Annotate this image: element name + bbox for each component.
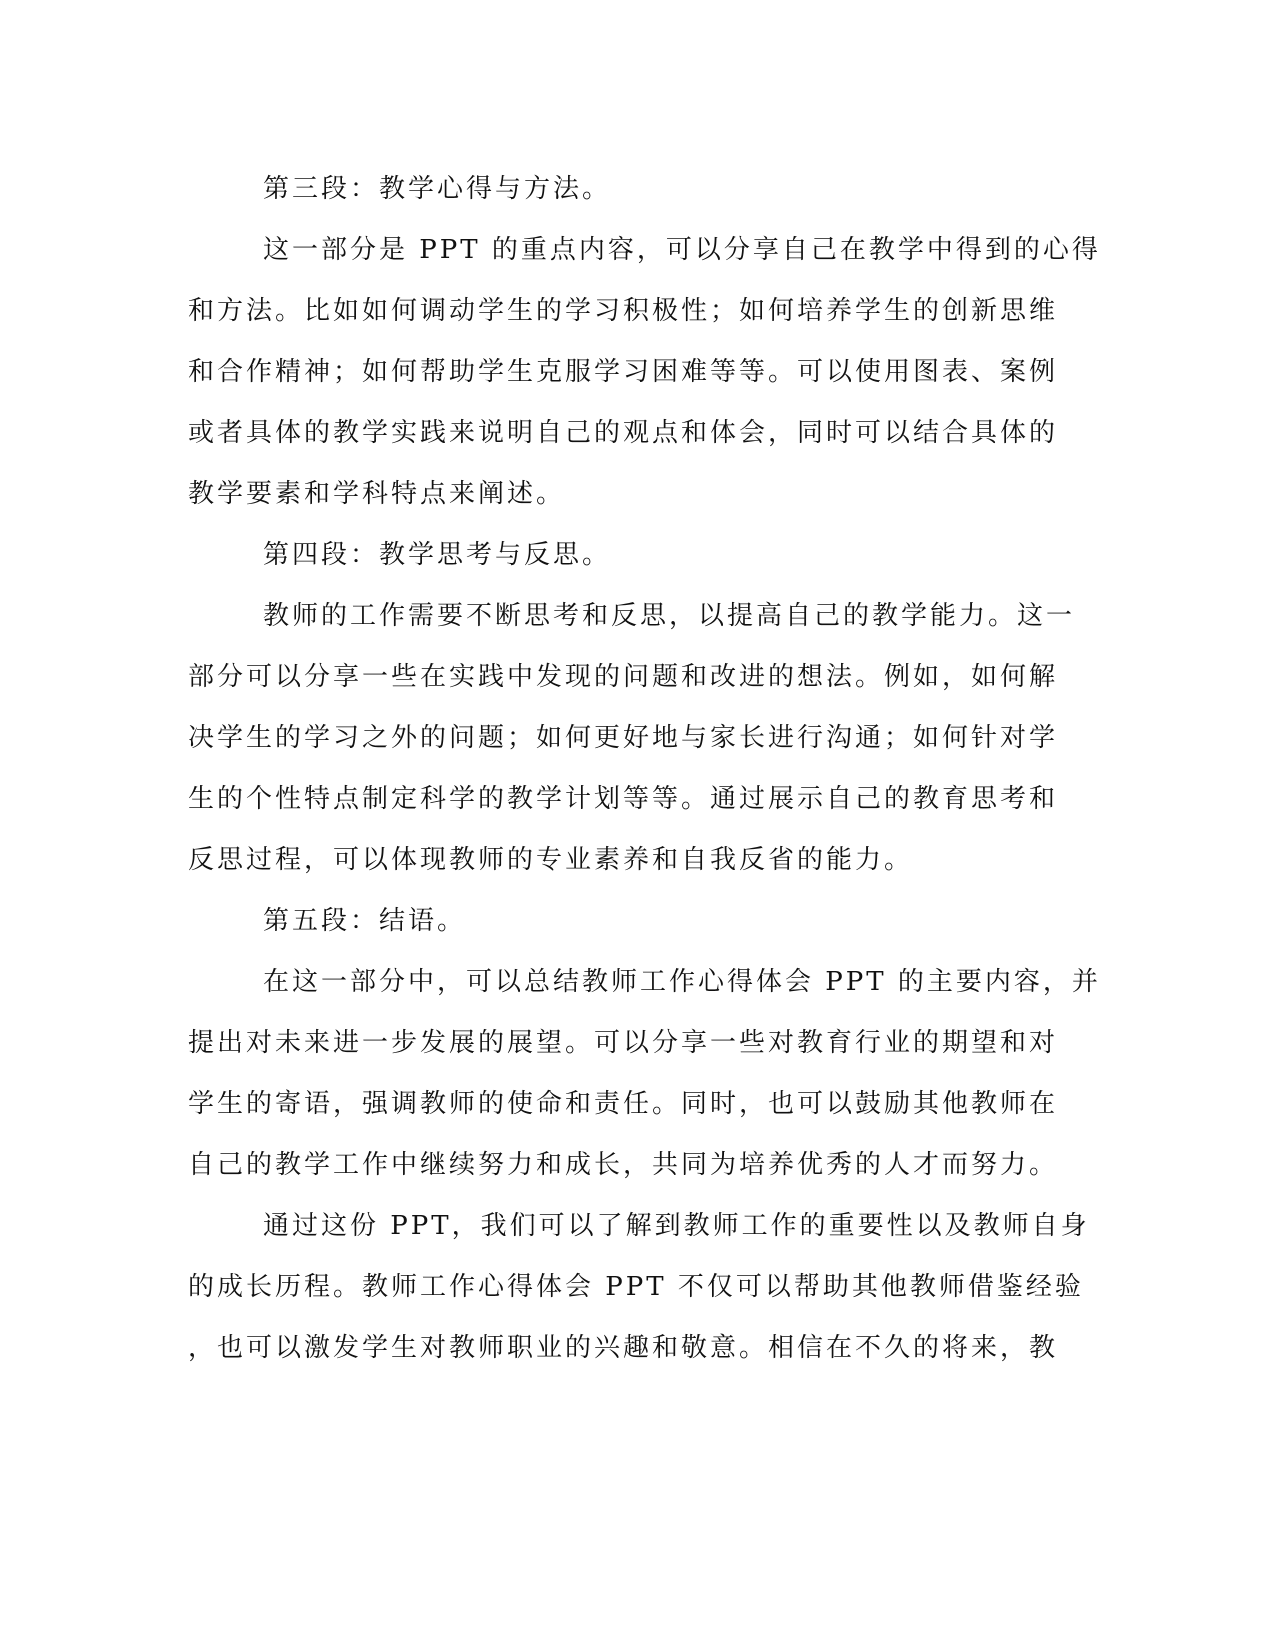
paragraph-line: 在这一部分中，可以总结教师工作心得体会 PPT 的主要内容，并 <box>263 967 1101 997</box>
paragraph-line: 这一部分是 PPT 的重点内容，可以分享自己在教学中得到的心得 <box>263 235 1101 265</box>
paragraph-line: 教师的工作需要不断思考和反思，以提高自己的教学能力。这一 <box>263 601 1076 631</box>
section-heading: 第三段：教学心得与方法。 <box>263 174 612 204</box>
paragraph-line: 提出对未来进一步发展的展望。可以分享一些对教育行业的期望和对 <box>188 1028 1059 1058</box>
paragraph-line: 和合作精神；如何帮助学生克服学习困难等等。可以使用图表、案例 <box>188 357 1059 387</box>
document-body <box>188 159 1101 1379</box>
paragraph-line: 自己的教学工作中继续努力和成长，共同为培养优秀的人才而努力。 <box>188 1150 1059 1180</box>
paragraph-line: 和方法。比如如何调动学生的学习积极性；如何培养学生的创新思维 <box>188 296 1059 326</box>
paragraph-line: 部分可以分享一些在实践中发现的问题和改进的想法。例如，如何解 <box>188 662 1059 692</box>
paragraph-line: 通过这份 PPT，我们可以了解到教师工作的重要性以及教师自身 <box>263 1211 1090 1241</box>
paragraph-line: 生的个性特点制定科学的教学计划等等。通过展示自己的教育思考和 <box>188 784 1059 814</box>
section-heading: 第四段：教学思考与反思。 <box>263 540 612 570</box>
paragraph-line: 教学要素和学科特点来阐述。 <box>188 479 566 509</box>
paragraph-line: ，也可以激发学生对教师职业的兴趣和敬意。相信在不久的将来，教 <box>188 1333 1059 1363</box>
paragraph-line: 或者具体的教学实践来说明自己的观点和体会，同时可以结合具体的 <box>188 418 1059 448</box>
paragraph-line: 决学生的学习之外的问题；如何更好地与家长进行沟通；如何针对学 <box>188 723 1059 753</box>
section-heading: 第五段：结语。 <box>263 906 467 936</box>
paragraph-line: 反思过程，可以体现教师的专业素养和自我反省的能力。 <box>188 845 914 875</box>
paragraph-line: 学生的寄语，强调教师的使命和责任。同时，也可以鼓励其他教师在 <box>188 1089 1059 1119</box>
paragraph-line: 的成长历程。教师工作心得体会 PPT 不仅可以帮助其他教师借鉴经验 <box>188 1272 1084 1302</box>
